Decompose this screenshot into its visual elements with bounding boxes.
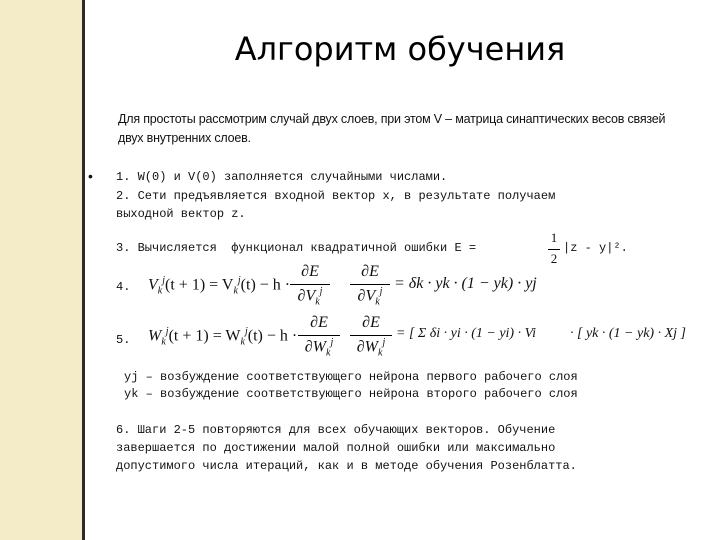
step-1: 1. W(0) и V(0) заполняется случайными числами. bbox=[116, 170, 448, 184]
formula-4-dV: $\partial V_k^j$ bbox=[297, 286, 323, 308]
formula-5-rhs: = [ Σ δi · yi · (1 − yi) · Vi bbox=[396, 326, 536, 341]
formula-4-dV-2: $\partial V_k^j$ bbox=[357, 286, 383, 308]
note-yj: yj – возбуждение соответствующего нейрона первого рабочего слоя bbox=[124, 370, 578, 384]
formula-5-dW-2: $\partial W_k^j$ bbox=[356, 337, 386, 359]
step-6c: допустимого числа итераций, как и в методе обучения Розенблатта. bbox=[116, 459, 577, 473]
frac-numerator: 1 bbox=[550, 230, 558, 245]
step-3-tail: |z - y|². bbox=[563, 241, 628, 255]
step-2a: 2. Сети предъявляется входной вектор x, в результате получаем bbox=[116, 189, 556, 203]
formula-4-bar-1 bbox=[290, 284, 330, 285]
formula-4-bar-2 bbox=[350, 284, 390, 285]
step-6b: завершается по достижении малой полной ошибки или максимально bbox=[116, 441, 556, 455]
side-band bbox=[0, 0, 82, 540]
frac-denominator: 2 bbox=[550, 251, 558, 266]
formula-5-dE: ∂E bbox=[310, 314, 328, 331]
step-2b: выходной вектор z. bbox=[116, 207, 246, 221]
formula-5-dE-2: ∂E bbox=[362, 314, 380, 331]
formula-5-dW: $\partial W_k^j$ bbox=[304, 337, 334, 359]
formula-5-bar-2 bbox=[350, 335, 392, 336]
formula-5-bar-1 bbox=[298, 335, 340, 336]
formula-5-lhs: $W_k^j(t + 1) = W_k^j(t) - h$ · bbox=[148, 326, 298, 348]
side-rule bbox=[82, 0, 85, 540]
formula-5-tail: · [ yk · (1 − yk) · Xj ] bbox=[570, 326, 686, 341]
formula-4-rhs: = δk · yk · (1 − yk) · yj bbox=[394, 275, 537, 292]
step-4-label: 4. bbox=[116, 280, 131, 294]
step-6a: 6. Шаги 2-5 повторяются для всех обучающих векторов. Обучение bbox=[116, 423, 556, 437]
bullet-mark: • bbox=[88, 168, 93, 184]
formula-4-dE: ∂E bbox=[301, 263, 319, 280]
step-5-label: 5. bbox=[116, 333, 131, 347]
intro-text: Для простоты рассмотрим случай двух слоев, при этом V – матрица синаптических весов связей двух внутренних слоев. bbox=[118, 112, 666, 145]
frac-bar bbox=[548, 249, 560, 250]
slide-title: Алгоритм обучения bbox=[234, 30, 566, 68]
note-yk: yk – возбуждение соответствующего нейрона второго рабочего слоя bbox=[124, 387, 578, 401]
step-3: 3. Вычисляется функционал квадратичной ошибки E = bbox=[116, 241, 477, 255]
formula-4-lhs: $V_k^j(t + 1) = V_k^j(t) - h$ · bbox=[148, 275, 291, 297]
formula-4-dE-2: ∂E bbox=[361, 263, 379, 280]
